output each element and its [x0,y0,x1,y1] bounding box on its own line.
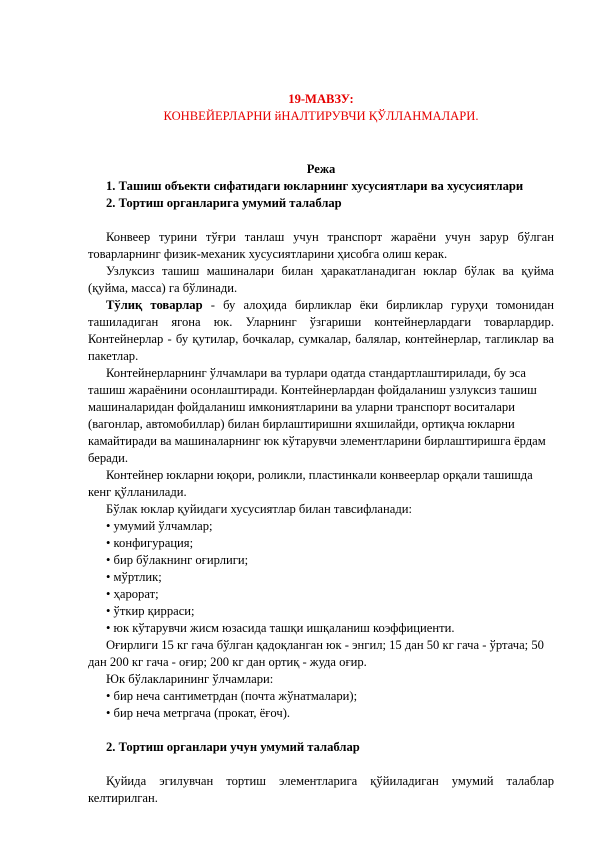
list-item: • юк кўтарувчи жисм юзасида ташқи ишқаланиш коэффициенти. [106,621,455,635]
list-item: • ҳарорат; [106,587,159,601]
plan-item-2: 2. Тортиш органларига умумий талаблар [106,196,342,210]
document-page [88,91,554,807]
list-item: • бир неча метргача (прокат, ёғоч). [106,706,291,720]
list-item: • умумий ўлчамлар; [106,519,213,533]
plan-item-1: 1. Ташиш объекти сифатидаги юкларнинг хусусиятлари ва хусусиятлари [106,179,524,193]
list-item: • бир бўлакнинг оғирлиги; [106,553,249,567]
paragraph-4: Контейнерларнинг ўлчамлари ва турлари одатда стандартлаштирилади, бу эса ташиш жараёнини осонлаштиради. Контейнерлардан фойдаланиш узлуксиз ташиш машиналаридан фойдаланиш имкониятларини ва уларни транспорт воситалари (вагонлар, автомобиллар) билан бирлаштиришни яхшилайди, ортиқча юкларни камайтиради ва машиналарнинг юк кўтарувчи элементларини бирлаштиришга ёрдам беради. [88,366,546,465]
paragraph-5: Контейнер юкларни юқори, роликли, пластинкали конвеерлар орқали ташишда кенг қўлланилади. [88,468,533,499]
list-item: • ўткир қирраси; [106,604,195,618]
list-item: • мўртлик; [106,570,162,584]
topic-title: КОНВЕЙЕРЛАРНИ йНАЛТИРУВЧИ ҚЎЛЛАНМАЛАРИ. [163,109,479,123]
paragraph-1: Конвеер турини тўғри танлаш учун транспорт жараёни учун зарур бўлган товарларнинг физик-механик хусусиятларини ҳисобга олиш керак. [88,230,554,261]
paragraph-2: Узлуксиз ташиш машиналари билан ҳаракатланадиган юклар бўлак ва қуйма (қуйма, масса) га бўлинади. [88,264,554,295]
list-item: • бир неча сантиметрдан (почта жўнатмалари); [106,689,358,703]
paragraph-7: Оғирлиги 15 кг гача бўлган қадоқланган юк - энгил; 15 дан 50 кг гача - ўртача; 50 дан 200 кг гача - оғир; 200 кг дан ортиқ - жуда оғир. [88,638,544,669]
paragraph-6: Бўлак юклар қуйидаги хусусиятлар билан тавсифланади: [106,502,412,516]
paragraph-3-rest: - бу алоҳида бирликлар ёки бирликлар гуруҳи томонидан ташиладиган ягона юк. Уларнинг ўзгариши контейнерлардаги товарлардир. Контейнерлар - бу қутилар, бочкалар, сумкалар, балялар, контейнерлар, тагликлар ва пакетлар. [88,298,554,363]
section-2-heading: 2. Тортиш органлари учун умумий талаблар [106,740,360,754]
paragraph-3 [88,297,554,365]
topic-number: 19-МАВЗУ: [288,92,354,106]
paragraph-8: Юк бўлакларининг ўлчамлари: [106,672,274,686]
term-bold: Тўлиқ товарлар [106,298,203,312]
list-item: • конфигурация; [106,536,194,550]
paragraph-9: Қуйида эгилувчан тортиш элементларига қўйиладиган умумий талаблар келтирилган. [88,774,554,805]
plan-label: Режа [306,162,336,176]
